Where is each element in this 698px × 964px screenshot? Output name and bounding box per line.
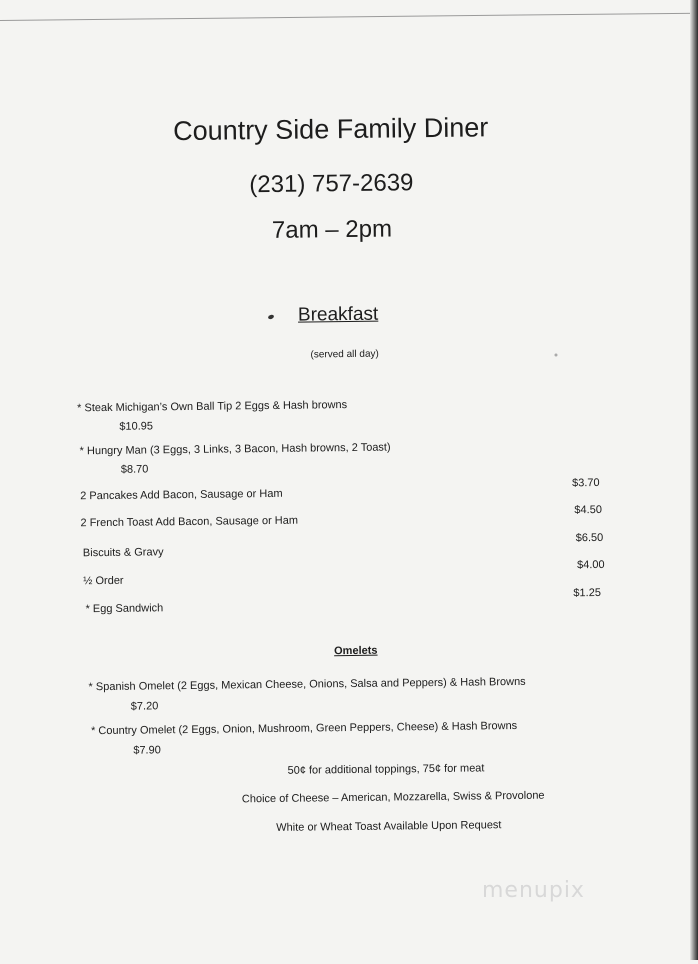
menu-item-name: 2 Pancakes Add Bacon, Sausage or Ham bbox=[80, 487, 283, 503]
scan-speck bbox=[267, 314, 274, 320]
menu-item-price: $7.90 bbox=[133, 744, 161, 757]
menu-item-price: $8.70 bbox=[120, 463, 149, 476]
menu-item-name: ½ Order bbox=[83, 574, 124, 588]
menupix-watermark: menupix bbox=[482, 878, 585, 903]
menu-item-price: $6.50 bbox=[575, 531, 604, 545]
breakfast-heading: Breakfast bbox=[297, 303, 379, 326]
menu-item-price: $3.70 bbox=[571, 476, 600, 490]
menu-item-price: $7.20 bbox=[130, 700, 159, 713]
menu-item-price: $4.50 bbox=[574, 503, 602, 517]
omelets-heading: Omelets bbox=[334, 644, 378, 658]
opening-hours: 7am – 2pm bbox=[271, 215, 393, 244]
menu-item-name: * Spanish Omelet (2 Eggs, Mexican Cheese, Onions, Salsa and Peppers) & Hash Browns bbox=[88, 675, 526, 694]
menu-item-name: * Hungry Man (3 Eggs, 3 Links, 3 Bacon, Hash browns, 2 Toast) bbox=[79, 441, 391, 458]
menu-item-name: 2 French Toast Add Bacon, Sausage or Ham bbox=[80, 514, 299, 530]
menu-item-price: $4.00 bbox=[576, 558, 605, 572]
restaurant-name: Country Side Family Diner bbox=[172, 112, 489, 147]
menu-item-name: * Steak Michigan’s Own Ball Tip 2 Eggs & Hash browns bbox=[77, 399, 348, 415]
menu-item-price: $10.95 bbox=[119, 420, 154, 433]
toppings-note: 50¢ for additional toppings, 75¢ for meat bbox=[287, 762, 485, 777]
menu-item-name: Biscuits & Gravy bbox=[82, 546, 164, 560]
toast-note: White or Wheat Toast Available Upon Request bbox=[276, 819, 502, 834]
breakfast-subtitle: (served all day) bbox=[310, 348, 379, 361]
menu-item-name: * Egg Sandwich bbox=[85, 602, 164, 616]
menu-item-name: * Country Omelet (2 Eggs, Onion, Mushroom, Green Peppers, Cheese) & Hash Browns bbox=[90, 719, 518, 738]
menu-item-price: $1.25 bbox=[573, 586, 602, 600]
phone-number: (231) 757-2639 bbox=[249, 169, 414, 199]
scan-speck bbox=[554, 353, 557, 356]
cheese-note: Choice of Cheese – American, Mozzarella, Swiss & Provolone bbox=[241, 789, 545, 806]
